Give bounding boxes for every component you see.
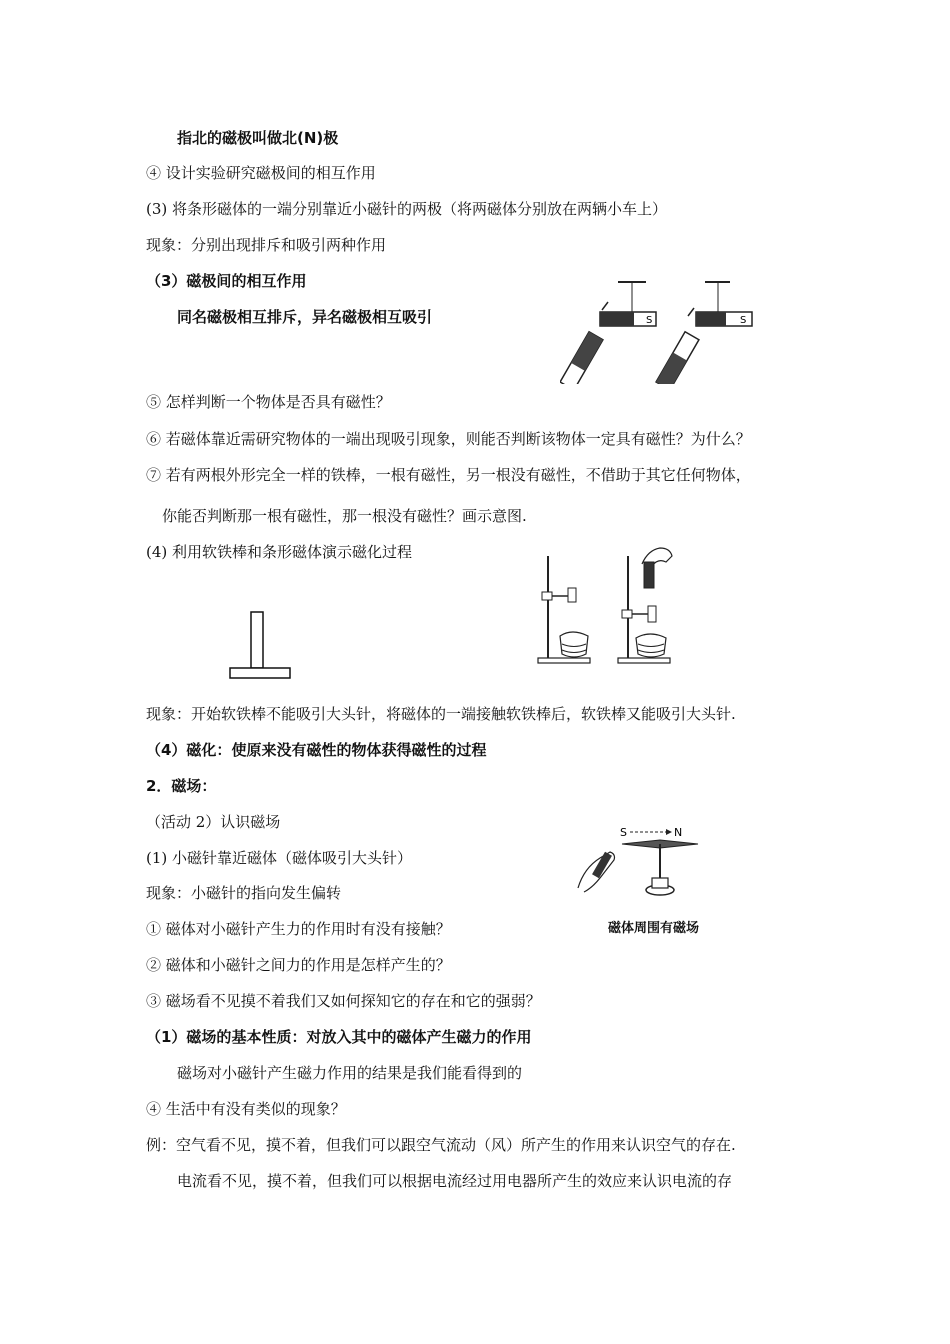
text-line: ② 磁体和小磁针之间力的作用是怎样产生的？: [146, 956, 451, 974]
compass-figure: [572, 822, 722, 902]
text-line: 现象：开始软铁棒不能吸引大头针，将磁体的一端接触软铁棒后，软铁棒又能吸引大头针.: [146, 705, 736, 723]
text-line: ⑤ 怎样判断一个物体是否具有磁性？: [146, 393, 391, 411]
text-line: 例：空气看不见，摸不着，但我们可以跟空气流动（风）所产生的作用来认识空气的存在.: [146, 1136, 736, 1154]
text-line: 磁场对小磁针产生磁力作用的结果是我们能看得到的: [177, 1064, 523, 1082]
text-line: 现象：小磁针的指向发生偏转: [146, 884, 342, 902]
magnet-poles-figure: [560, 278, 760, 384]
n-pole-label: N: [674, 826, 683, 839]
figure-caption: 磁体周围有磁场: [608, 921, 700, 936]
text-line: 同名磁极相互排斥，异名磁极相互吸引: [177, 308, 433, 326]
section-heading: （1）磁场的基本性质：对放入其中的磁体产生磁力的作用: [146, 1028, 532, 1046]
magnetization-apparatus-figure: [530, 544, 700, 668]
text-line: (4) 利用软铁棒和条形磁体演示磁化过程: [146, 543, 413, 561]
section-heading: （4）磁化：使原来没有磁性的物体获得磁性的过程: [146, 741, 487, 759]
pole-label: S: [646, 315, 653, 326]
text-line: 你能否判断那一根有磁性，那一根没有磁性？画示意图.: [162, 507, 527, 525]
section-heading: （3）磁极间的相互作用: [146, 272, 307, 290]
pole-label: S: [740, 315, 747, 326]
section-heading: 2．磁场：: [146, 777, 217, 795]
text-line: ⑦ 若有两根外形完全一样的铁棒，一根有磁性，另一根没有磁性，不借助于其它任何物体，: [146, 466, 751, 484]
text-line: ④ 生活中有没有类似的现象？: [146, 1100, 346, 1118]
text-line: ⑥ 若磁体靠近需研究物体的一端出现吸引现象，则能否判断该物体一定具有磁性？为什么？: [146, 430, 751, 448]
text-line: 指北的磁极叫做北(N)极: [177, 129, 339, 147]
text-line: ③ 磁场看不见摸不着我们又如何探知它的存在和它的强弱？: [146, 992, 541, 1010]
s-pole-label: S: [620, 826, 627, 839]
text-line: 现象：分别出现排斥和吸引两种作用: [146, 236, 387, 254]
soft-iron-rod-figure: [228, 610, 292, 680]
text-line: ④ 设计实验研究磁极间的相互作用: [146, 164, 376, 182]
text-line: (1) 小磁针靠近磁体（磁体吸引大头针）: [146, 849, 413, 867]
text-line: 电流看不见，摸不着，但我们可以根据电流经过用电器所产生的效应来认识电流的存: [177, 1172, 733, 1190]
text-line: （活动 2）认识磁场: [146, 813, 281, 831]
text-line: (3) 将条形磁体的一端分别靠近小磁针的两极（将两磁体分别放在两辆小车上）: [146, 200, 668, 218]
text-line: ① 磁体对小磁针产生力的作用时有没有接触？: [146, 920, 451, 938]
